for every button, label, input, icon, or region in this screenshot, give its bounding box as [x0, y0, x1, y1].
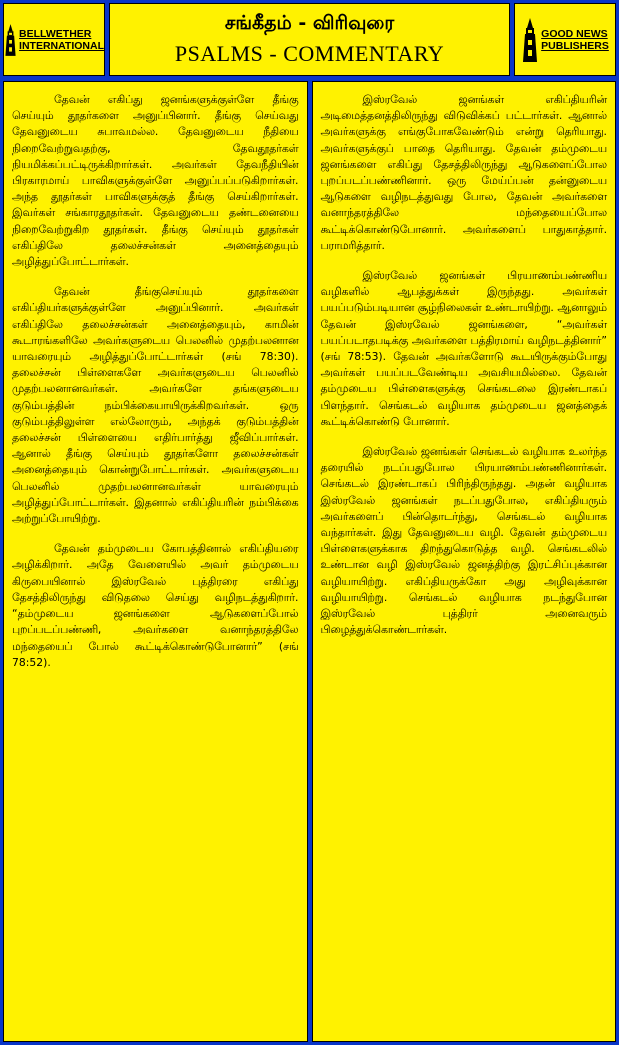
bellwether-logo-text [19, 28, 104, 52]
logo-line-2: PUBLISHERS [541, 39, 609, 52]
paragraph: தேவன் தீங்குசெய்யும் தூதர்களை எகிப்தியர்களுக்குள்ளே அனுப்பினார். அவர்கள் எகிப்திலே தலைச்சன்கள் அனைத்தையும், காமின் கூடாரங்களிலே அவர்களுடைய பெலனில் முதற்பலனான யாவரையும் அழித்துப்போட்டார்கள் (சங் 78:30). தலைச்சன் பிள்ளைகளே அவர்களுடைய பெலனில் முதற்பலனானவர்கள். அவர்களே தங்களுடைய குடும்பத்தின் நம்பிக்கையாயிருக்கிறவர்கள். ஒரு குடும்பத்திலுள்ள எல்லோரும், அந்தக் குடும்பத்தின் தலைச்சன் பிள்ளையை எதிர்பார்த்து ஜீவிப்பார்கள். ஆனால் தீங்கு செய்யும் தூதர்களோ தலைச்சன்கள் அனைத்தையும் கொன்றுபோட்டார்கள். அவர்களுடைய பெலனில் முதற்பலனானவர்கள் யாவரையும் அழித்துப்போட்டார்கள். இதனால் எகிப்தியரின் நம்பிக்கை அற்றுப்போயிற்று. [12, 285, 299, 526]
good-news-logo-text [541, 28, 609, 52]
logo-line-1: GOOD NEWS [541, 27, 608, 40]
logo-line-1: BELLWETHER [19, 27, 92, 40]
paragraph: இஸ்ரவேல் ஜனங்கள் எகிப்தியரின் அடிமைத்தனத்திலிருந்து விடுவிக்கப் பட்டார்கள். ஆனால் அவர்களுக்கு எங்குபோகவேண்டும் என்று தெரியாது. அவர்களுக்குப் பாதை தெரியாது. தேவன் தம்முடைய ஜனங்களை எகிப்து தேசத்திலிருந்து ஆடுகளைப்போல புறப்படப்பண்ணினார். ஒரு மேய்ப்பன் தன்னுடைய ஆடுகளை வழிநடத்துவது போல, தேவன் அவர்களை வனாந்தரத்திலே மந்தையைப்போல கூட்டிக்கொண்டுபோனார். அவர்களைப் பாதுகாத்தார். பராமரித்தார். [320, 93, 607, 252]
paragraph: தேவன் தம்முடைய கோபத்தினால் எகிப்தியரை அழிக்கிறார். அதே வேளையில் அவர் தம்முடைய கிருபையினால் இஸ்ரவேல் புத்திரரை எகிப்து தேசத்திலிருந்து விடுதலை செய்து வழிநடத்துகிறார். “தம்முடைய ஜனங்களை ஆடுகளைப்போல் புறப்படப்பண்ணி, அவர்களை வனாந்தரத்திலே மந்தையைப் போல் கூட்டிக்கொண்டுபோனார்” (சங் 78:52). [12, 542, 299, 669]
bell-tower-icon [4, 18, 17, 62]
good-news-logo [514, 3, 616, 76]
paragraph: இஸ்ரவேல் ஜனங்கள் செங்கடல் வழியாக உலர்ந்த தரையில் நடப்பதுபோல பிரயாணம்பண்ணினார்கள். செங்கடல் இரண்டாகப் பிரிந்திருந்தது. அதன் வழியாக இஸ்ரவேல் ஜனங்கள் நடப்பதுபோல, எகிப்தியரும் அவர்களைப் பின்தொடர்ந்து, செங்கடல் வழியாக வந்தார்கள். இது தேவனுடைய வழி. தேவன் தம்முடைய பிள்ளைகளுக்காக திறந்துகொடுத்த வழி. செங்கடலில் உண்டான வழி இஸ்ரவேல் ஜனத்திற்கு இரட்சிப்புக்கான வழியாயிற்று. எகிப்தியருக்கோ அது அழிவுக்கான வழியாயிற்று. செங்கடல் வழியாக நடந்துபோன இஸ்ரவேல் புத்திரர் அனைவரும் பிழைத்துக்கொண்டார்கள். [320, 445, 607, 637]
bellwether-logo [3, 3, 105, 76]
header [3, 3, 616, 76]
logo-line-2: INTERNATIONAL [19, 39, 104, 52]
title-box [109, 3, 510, 76]
left-column [3, 81, 308, 1042]
paragraph: இஸ்ரவேல் ஜனங்கள் பிரயாணம்பண்ணிய வழிகளில் ஆபத்துக்கள் இருந்தது. அவர்கள் பயப்படும்படியான சூழ்நிலைகள் உண்டாயிற்று. ஆனாலும் தேவன் இஸ்ரவேல் ஜனங்களை, “அவர்கள் பயப்படாதபடிக்கு அவர்களை பத்திரமாய் வழிநடத்தினார்” (சங் 78:53). தேவன் அவர்களோடு கூடயிருக்கும்போது அவர்கள் பயப்படவேண்டிய அவசியமில்லை. தேவன் தம்முடைய பிள்ளைகளுக்கு செங்கடலை இரண்டாகப் பிளந்தார். செங்கடல் வழியாக தம்முடைய ஜனத்தைக் கூட்டிக்கொண்டு போனார். [320, 269, 607, 428]
page-title-tamil: சங்கீதம் - விரிவுரை [224, 12, 395, 34]
right-column [312, 81, 617, 1042]
commentary-columns [3, 81, 616, 1042]
page-title-english: PSALMS - COMMENTARY [174, 41, 445, 66]
paragraph: தேவன் எகிப்து ஜனங்களுக்குள்ளே தீங்கு செய்யும் தூதர்களை அனுப்பினார். தீங்கு செய்வது தேவனுடைய சுபாவமல்ல. தேவனுடைய நீதியை நிறைவேற்றுவதற்கு, தேவதூதர்கள் நியமிக்கப்பட்டிருக்கிறார்கள். அவர்கள் தேவநீதியின் பிரகாரமாய் பாவிகளுக்குள்ளே அனுப்பப்படுகிறார்கள். அந்த தூதர்கள் பாவிகளுக்குத் தீங்கு செய்கிறார்கள். இவர்கள் சங்காரதூதர்கள். தேவனுடைய தண்டனையை நிறைவேற்றுகிற தூதர்கள். தீங்கு செய்யும் தூதர்கள் எகிப்திலே தலைச்சன்கள் அனைத்தையும் அழித்துப்போட்டார்கள். [12, 93, 299, 269]
bell-tower-icon [521, 18, 539, 62]
